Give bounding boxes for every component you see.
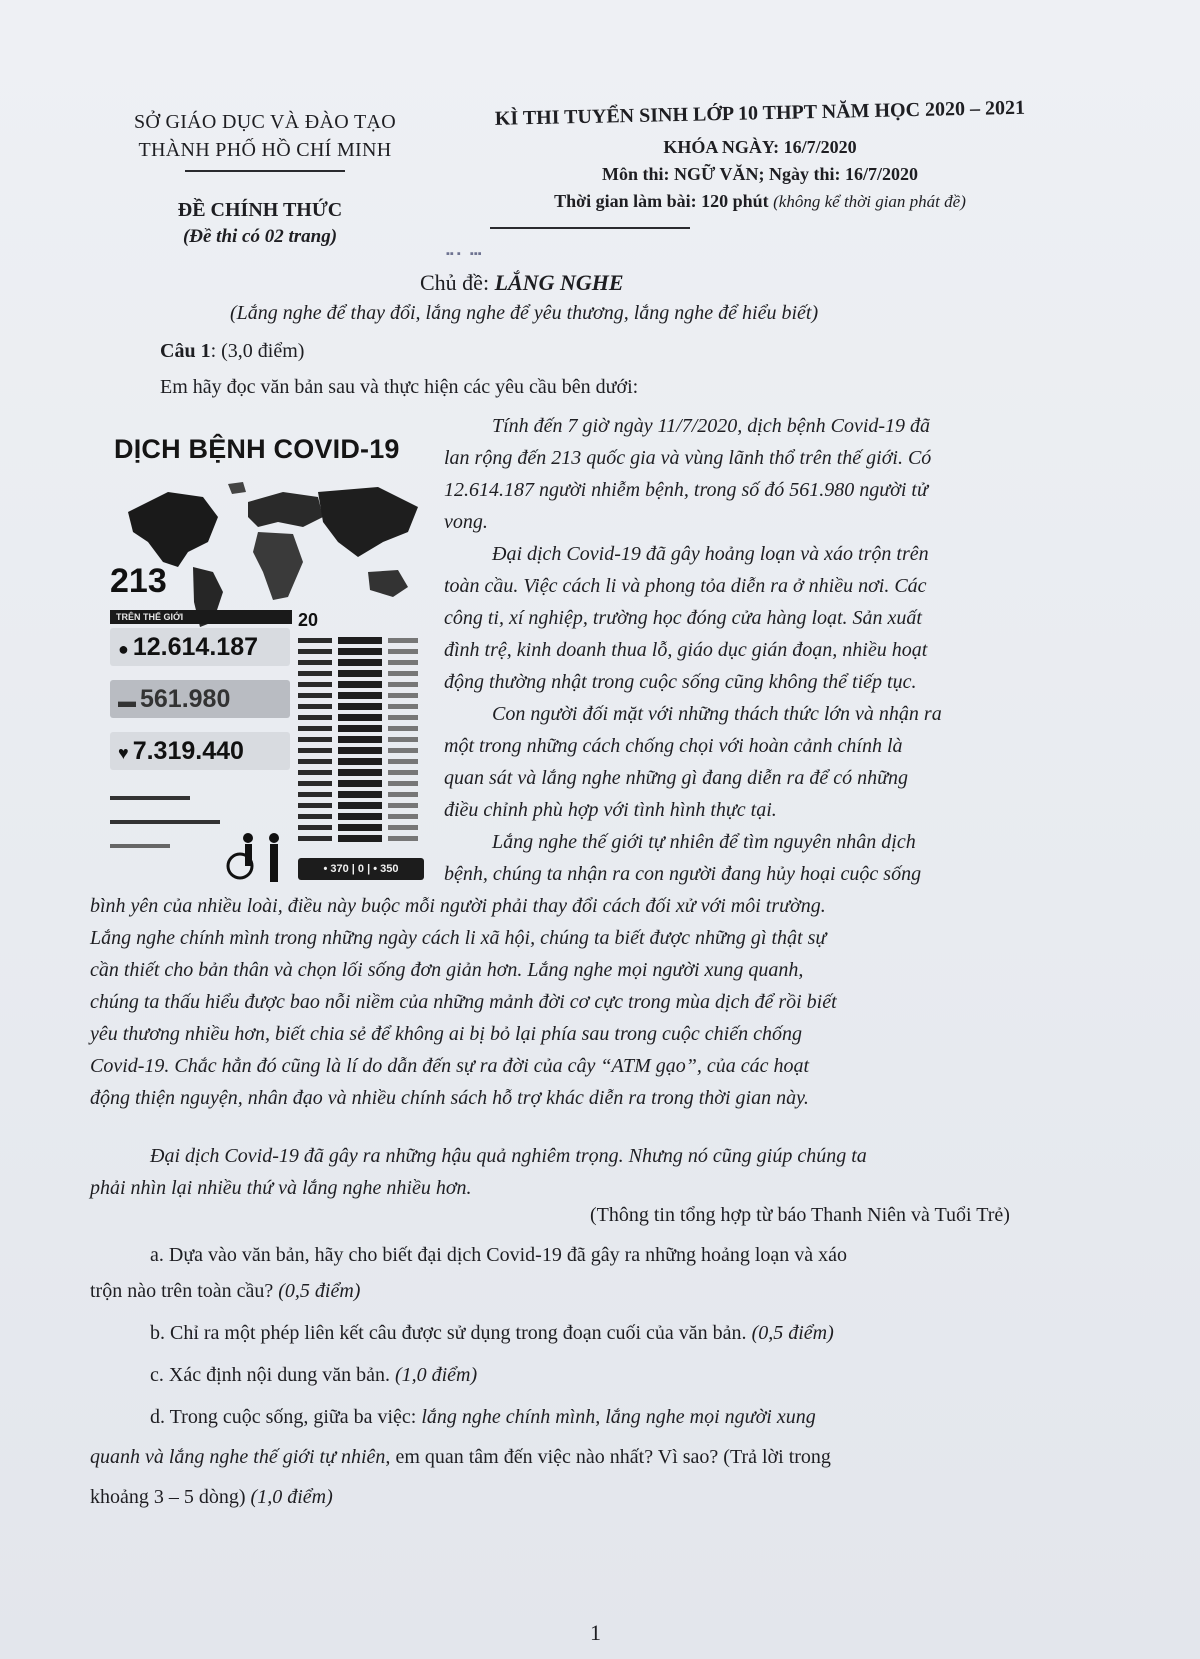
question-d-line-2 [90,1440,831,1474]
passage-line: cần thiết cho bản thân và chọn lối sống đơn giản hơn. Lắng nghe mọi người xung quanh, [90,959,804,981]
pages-note: (Đề thi có 02 trang) [182,226,338,247]
passage-paragraph-1 [444,410,1114,538]
table-row [298,647,422,656]
table-row [298,658,422,667]
passage-line: Lắng nghe chính mình trong những ngày cách li xã hội, chúng ta biết được những gì thật sự [90,927,827,949]
table-row [298,768,422,777]
question-d-text-1: d. Trong cuộc sống, giữa ba việc: [150,1406,417,1428]
question-c [90,1358,477,1392]
table-row [298,779,422,788]
recovered-count: 7.319.440 [132,737,244,765]
header-divider-left [185,170,345,172]
covid-infographic [108,430,433,890]
world-label: TRÊN THẾ GIỚI [110,610,292,624]
table-row [298,812,422,821]
passage-paragraph-5 [90,1140,1120,1204]
table-row [298,713,422,722]
passage-line: Covid-19. Chắc hẳn đó cũng là lí do dẫn đến sự ra đời của cây “ATM gạo”, của các hoạt [90,1055,810,1077]
question-a-points: (0,5 điểm) [278,1280,361,1302]
table-row [298,636,422,645]
top-countries-table [298,610,422,850]
passage-paragraph-4-top [444,826,1114,890]
exam-title: KÌ THI TUYỂN SINH LỚP 10 THPT NĂM HỌC 2020 – 2021 [494,96,1026,130]
table-row [298,680,422,689]
table-row [298,757,422,766]
legend-bar-3 [110,844,170,848]
infected-stat [110,628,290,666]
passage-paragraph-2 [444,538,1114,698]
exam-time [440,188,1080,215]
department-header [100,108,430,172]
passage-line: Con người đối mặt với những thách thức lớn và nhận ra [492,703,942,725]
department-line-2: THÀNH PHỐ HỒ CHÍ MINH [138,139,392,161]
topic-title: LẮNG NGHE [494,270,624,295]
passage-line: Tính đến 7 giờ ngày 11/7/2020, dịch bệnh Covid-19 đã [492,415,931,437]
question-c-text: c. Xác định nội dung văn bản. [150,1364,390,1386]
infographic-bottom-bar: • 370 | 0 | • 350 [298,858,424,880]
virus-icon: ● [118,639,129,659]
passage-line: động thường nhật trong cuộc sống cũng không thể tiếp tục. [444,671,917,693]
exam-time-value: Thời gian làm bài: 120 phút [554,191,769,211]
deaths-count: 561.980 [140,685,231,713]
topic-subtitle: (Lắng nghe để thay đổi, lắng nghe để yêu thương, lắng nghe để hiểu biết) [230,302,819,324]
passage-source: (Thông tin tổng hợp từ báo Thanh Niên và Tuổi Trẻ) [590,1204,1010,1226]
page-number: 1 [590,1620,601,1645]
question-d-text-2: em quan tâm đến việc nào nhất? Vì sao? (Trả lời trong [395,1446,831,1468]
legend-bar-1 [110,796,190,800]
question-1-label: Câu 1 [160,340,211,362]
faint-stamp-mark: ▪▪ ▪ ▪▪▪ [446,248,482,260]
topic-prefix: Chủ đề: [420,270,490,295]
passage-line: Đại dịch Covid-19 đã gây ra những hậu quả nghiêm trọng. Nhưng nó cũng giúp chúng ta [150,1145,867,1167]
question-d-points: (1,0 điểm) [250,1486,333,1508]
question-b-points: (0,5 điểm) [751,1322,834,1344]
table-row [298,691,422,700]
passage-paragraph-3 [444,698,1114,826]
infected-count: 12.614.187 [132,633,258,661]
header-divider-right [490,227,690,229]
passage-line: bình yên của nhiều loài, điều này buộc mỗi người phải thay đổi cách đối xử với môi trường. [90,895,826,917]
passage-line: chúng ta thấu hiểu được bao nỗi niềm của những mảnh đời cơ cực trong mùa dịch để rồi biết [90,991,837,1013]
question-1-heading [160,340,304,363]
infographic-title: DỊCH BỆNH COVID-19 [114,434,400,464]
countries-count: 213 [110,562,167,600]
department-line-1: SỞ GIÁO DỤC VÀ ĐÀO TẠO [134,111,396,133]
heart-icon: ♥ [118,743,129,763]
passage-line: điều chỉnh phù hợp với tình hình thực tại. [444,799,777,821]
question-d-line-1 [90,1400,816,1434]
passage-line: 12.614.187 người nhiễm bệnh, trong số đó 561.980 người tử [444,479,928,501]
deaths-stat [110,680,290,718]
question-b [90,1316,834,1350]
question-d-line-3 [90,1480,333,1514]
passage-paragraph-4-body [90,890,1120,1114]
question-a-line-2 [90,1274,360,1308]
question-c-points: (1,0 điểm) [394,1364,478,1386]
table-row [298,669,422,678]
passage-line: bệnh, chúng ta nhận ra con người đang hủy hoại cuộc sống [444,863,922,885]
question-a-text: trộn nào trên toàn cầu? [90,1280,274,1302]
question-1-instruction: Em hãy đọc văn bản sau và thực hiện các yêu cầu bên dưới: [160,376,639,398]
legend-bar-2 [110,820,220,824]
question-d-italic-2: quanh và lắng nghe thế giới tự nhiên, [90,1446,391,1468]
recovered-stat [110,732,290,770]
passage-line: một trong những cách chống chọi với hoàn cảnh chính là [444,735,903,757]
people-silhouette-graphic [218,830,288,885]
table-row [298,823,422,832]
question-a-line-1: a. Dựa vào văn bản, hãy cho biết đại dịch Covid-19 đã gây ra những hoảng loạn và xáo [150,1244,848,1266]
table-row [298,702,422,711]
passage-line: vong. [444,511,488,533]
exam-session: KHÓA NGÀY: 16/7/2020 [663,137,857,157]
passage-line: công ti, xí nghiệp, trường học đóng cửa hàng loạt. Sản xuất [444,607,922,629]
question-d-italic-1: lắng nghe chính mình, lắng nghe mọi người xung [421,1406,816,1428]
table-row [298,724,422,733]
table-row [298,735,422,744]
passage-line: động thiện nguyện, nhân đạo và nhiều chính sách hỗ trợ khác diễn ra trong thời gian này. [90,1087,809,1109]
top-countries-count: 20 [298,610,319,630]
bed-icon: ▬ [118,691,136,711]
official-label: ĐỀ CHÍNH THỨC [177,199,343,221]
exam-subject: Môn thi: NGỮ VĂN; Ngày thi: 16/7/2020 [602,164,918,184]
table-row [298,790,422,799]
question-d-text-3: khoảng 3 – 5 dòng) [90,1486,246,1508]
question-b-text: b. Chỉ ra một phép liên kết câu được sử dụng trong đoạn cuối của văn bản. [150,1322,747,1344]
exam-header [440,96,1080,229]
exam-time-note: (không kể thời gian phát đề) [773,192,966,211]
passage-line: đình trệ, kinh doanh thua lỗ, giáo dục gián đoạn, nhiều hoạt [444,639,928,661]
passage-line: lan rộng đến 213 quốc gia và vùng lãnh thổ trên thế giới. Có [444,447,932,469]
passage-line: phải nhìn lại nhiều thứ và lắng nghe nhiều hơn. [90,1177,472,1199]
passage-line: quan sát và lắng nghe những gì đang diễn ra để có những [444,767,908,789]
passage-line: Lắng nghe thế giới tự nhiên để tìm nguyên nhân dịch [492,831,916,853]
question-1-points: : (3,0 điểm) [210,340,305,362]
passage-line: toàn cầu. Việc cách li và phong tỏa diễn ra ở nhiều nơi. Các [444,575,927,597]
table-row [298,834,422,843]
passage-line: Đại dịch Covid-19 đã gây hoảng loạn và xáo trộn trên [492,543,929,565]
passage-line: yêu thương nhiều hơn, biết chia sẻ để không ai bị bỏ lại phía sau trong cuộc chiến chống [90,1023,802,1045]
table-row [298,801,422,810]
world-map-graphic [108,472,428,632]
topic-line [420,270,780,296]
table-row [298,746,422,755]
